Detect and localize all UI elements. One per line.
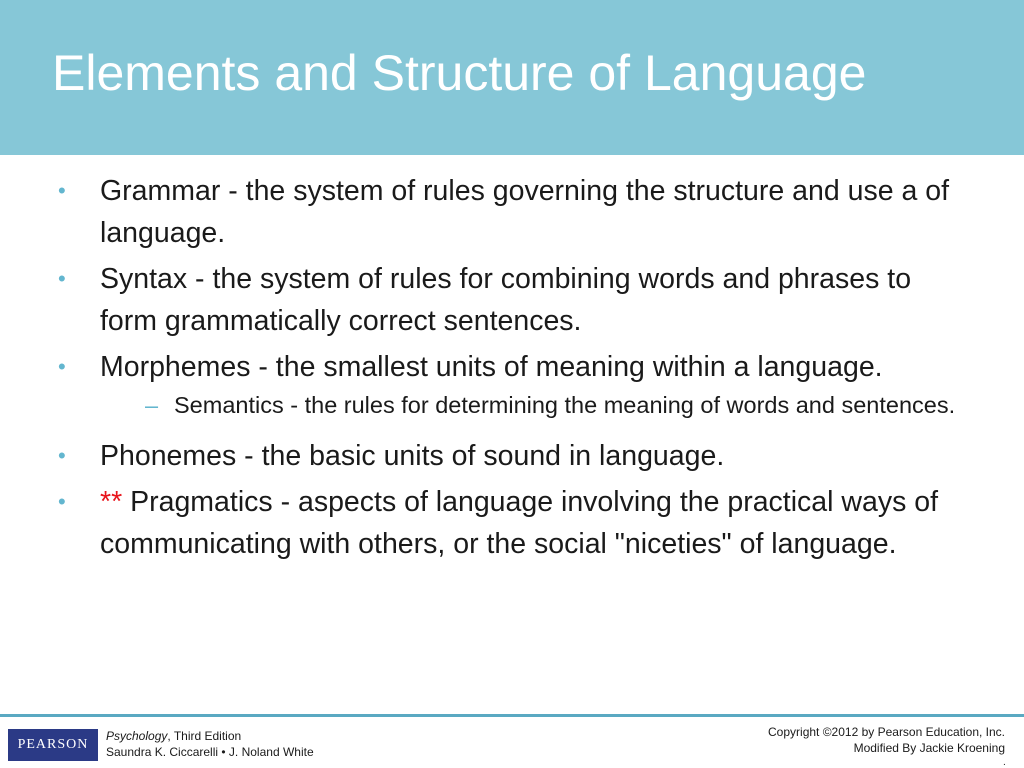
bullet-marker: • xyxy=(58,443,66,468)
bullet-phonemes xyxy=(58,435,958,477)
book-edition: , Third Edition xyxy=(167,729,242,743)
sub-bullet-marker: – xyxy=(145,392,159,418)
book-authors: Saundra K. Ciccarelli • J. Noland White xyxy=(106,745,314,759)
bullet-marker: • xyxy=(58,178,66,203)
copyright-text: Copyright ©2012 by Pearson Education, Inc. xyxy=(768,725,1005,739)
bullet-syntax xyxy=(58,258,958,342)
book-info xyxy=(106,728,314,760)
modified-by-text: Modified By Jackie Kroening xyxy=(853,741,1005,755)
bullet-marker: • xyxy=(58,354,66,379)
bullet-text: Grammar - the system of rules governing the structure and use a of language. xyxy=(100,175,950,249)
copyright-info xyxy=(768,724,1005,756)
title-bar xyxy=(0,0,1024,155)
book-title: Psychology xyxy=(106,729,168,743)
emphasis-stars: ** xyxy=(100,486,123,518)
bullet-morphemes xyxy=(58,346,958,388)
logo-text: PEARSON xyxy=(17,737,89,752)
sub-bullet-semantics xyxy=(145,388,958,423)
bullet-text: Phonemes - the basic units of sound in language. xyxy=(100,440,725,472)
bullet-grammar xyxy=(58,170,958,254)
bullet-text: Syntax - the system of rules for combining words and phrases to form grammatically correct sentences. xyxy=(100,263,912,337)
sub-bullet-text: Semantics - the rules for determining the meaning of words and sentences. xyxy=(174,392,956,418)
footer-divider xyxy=(0,714,1024,717)
bullet-text: Pragmatics - aspects of language involving the practical ways of communicating with others, or the social "niceties" of language. xyxy=(100,486,939,560)
bullet-marker: • xyxy=(58,266,66,291)
bullet-pragmatics xyxy=(58,481,958,565)
slide-content xyxy=(58,170,958,569)
trailing-mark: . xyxy=(1003,757,1006,768)
pearson-logo xyxy=(8,729,98,761)
slide-title: Elements and Structure of Language xyxy=(52,45,867,101)
bullet-text: Morphemes - the smallest units of meaning within a language. xyxy=(100,351,883,383)
bullet-marker: • xyxy=(58,489,66,514)
book-title-line xyxy=(106,728,314,744)
